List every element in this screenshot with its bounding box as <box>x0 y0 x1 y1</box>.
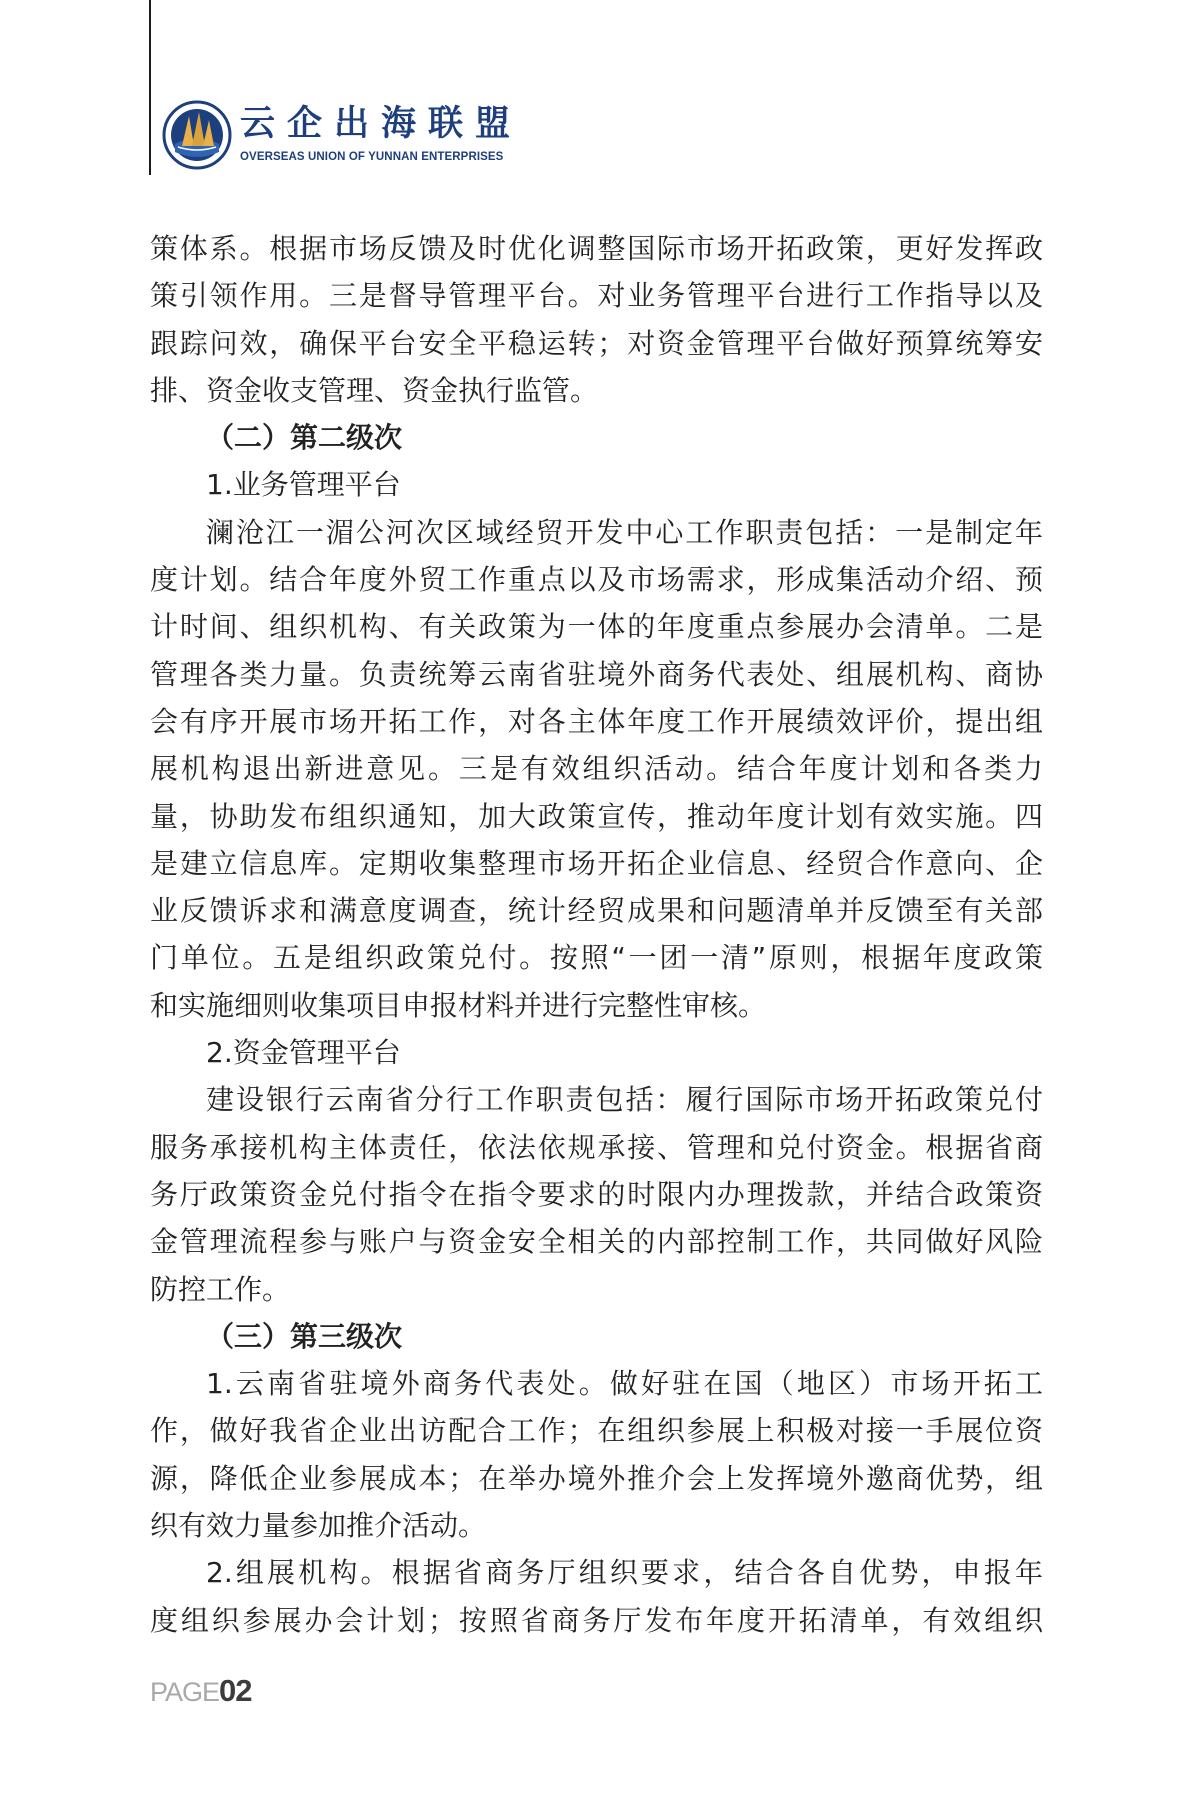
text-line: 金管理流程参与账户与资金安全相关的内部控制工作，共同做好风险 <box>150 1225 1043 1259</box>
text-line: 业反馈诉求和满意度调查，统计经贸成果和问题清单并反馈至有关部 <box>150 894 1043 928</box>
text-line: 织有效力量参加推介活动。 <box>150 1509 487 1543</box>
subsection-heading: 2.资金管理平台 <box>206 1036 401 1070</box>
text-line: 跟踪问效，确保平台安全平稳运转；对资金管理平台做好预算统筹安 <box>150 326 1043 360</box>
text-line: 2.组展机构。根据省商务厅组织要求，结合各自优势，申报年 <box>206 1556 1043 1590</box>
text-line: 是建立信息库。定期收集整理市场开拓企业信息、经贸合作意向、企 <box>150 846 1043 880</box>
section-heading: （三）第三级次 <box>206 1319 403 1353</box>
subsection-heading: 1.业务管理平台 <box>206 468 401 502</box>
text-line: 防控工作。 <box>150 1272 291 1306</box>
sail-globe-emblem-icon <box>162 100 232 170</box>
text-line: 度组织参展办会计划；按照省商务厅发布年度开拓清单，有效组织 <box>150 1603 1043 1637</box>
text-line: 务厅政策资金兑付指令在指令要求的时限内办理拨款，并结合政策资 <box>150 1177 1043 1211</box>
text-line: 展机构退出新进意见。三是有效组织活动。结合年度计划和各类力 <box>150 752 1043 786</box>
text-line: 计时间、组织机构、有关政策为一体的年度重点参展办会清单。二是 <box>150 610 1043 644</box>
text-line: 门单位。五是组织政策兑付。按照“一团一清”原则，根据年度政策 <box>150 941 1043 975</box>
text-line: 服务承接机构主体责任，依法依规承接、管理和兑付资金。根据省商 <box>150 1130 1043 1164</box>
text-line: 源，降低企业参展成本；在举办境外推介会上发挥境外邀商优势，组 <box>150 1461 1043 1495</box>
section-heading: （二）第二级次 <box>206 421 403 455</box>
page-number <box>150 1673 252 1715</box>
brand-name-english: OVERSEAS UNION OF YUNNAN ENTERPRISES <box>240 151 504 163</box>
text-line: 1.云南省驻境外商务代表处。做好驻在国（地区）市场开拓工 <box>206 1367 1043 1401</box>
page-label: PAGE <box>150 1677 220 1707</box>
text-line: 建设银行云南省分行工作职责包括：履行国际市场开拓政策兑付 <box>206 1083 1043 1117</box>
page-digits: 02 <box>219 1673 252 1708</box>
brand-name-chinese: 云企出海联盟 <box>240 103 523 144</box>
body-text <box>150 225 1043 1644</box>
text-line: 策引领作用。三是督导管理平台。对业务管理平台进行工作指导以及 <box>150 279 1043 313</box>
text-line: 量，协助发布组织通知，加大政策宣传，推动年度计划有效实施。四 <box>150 799 1043 833</box>
text-line: 会有序开展市场开拓工作，对各主体年度工作开展绩效评价，提出组 <box>150 704 1043 738</box>
text-line: 作，做好我省企业出访配合工作；在组织参展上积极对接一手展位资 <box>150 1414 1043 1448</box>
text-line: 和实施细则收集项目申报材料并进行完整性审核。 <box>150 988 767 1022</box>
text-line: 澜沧江一湄公河次区域经贸开发中心工作职责包括：一是制定年 <box>206 515 1043 549</box>
header-divider-line <box>149 0 151 175</box>
text-line: 管理各类力量。负责统筹云南省驻境外商务代表处、组展机构、商协 <box>150 657 1043 691</box>
text-line: 策体系。根据市场反馈及时优化调整国际市场开拓政策，更好发挥政 <box>150 232 1043 265</box>
text-line: 排、资金收支管理、资金执行监管。 <box>150 373 599 407</box>
text-line: 度计划。结合年度外贸工作重点以及市场需求，形成集活动介绍、预 <box>150 563 1043 597</box>
